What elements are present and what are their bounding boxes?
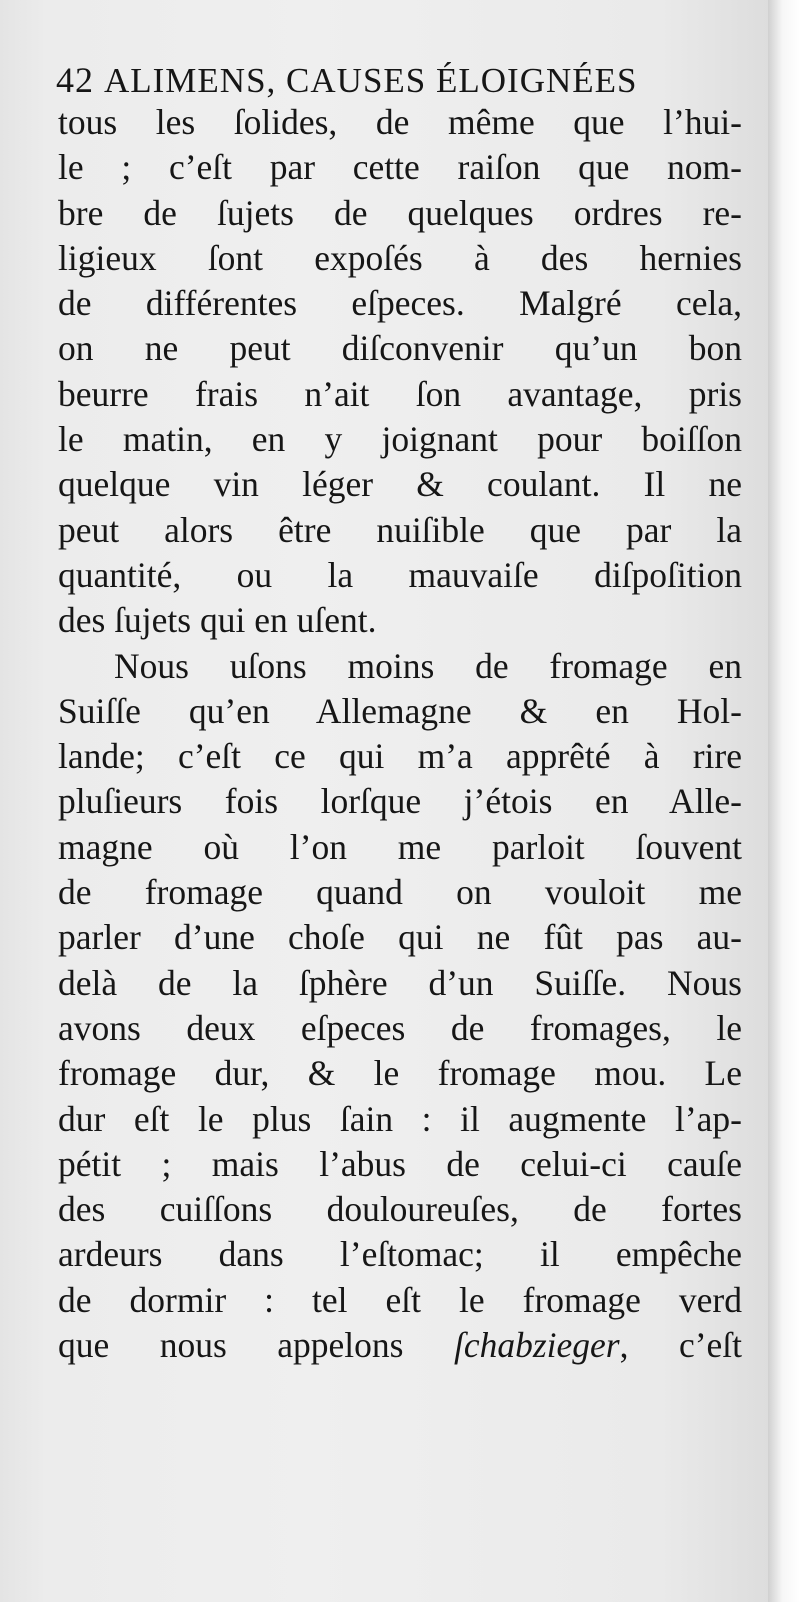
text-line: des cuiſſons douloureuſes, de fortes <box>58 1189 742 1230</box>
text-line: beurre frais n’ait ſon avantage, pris <box>58 373 742 414</box>
text-line: de fromage quand on vouloit me <box>58 872 742 913</box>
paragraph-start-line: Nous uſons moins de fromage en <box>114 645 742 686</box>
text-line: avons deux eſpeces de fromages, le <box>58 1007 742 1048</box>
text-line: quelque vin léger & coulant. Il ne <box>58 464 742 505</box>
final-text-line <box>58 1323 742 1368</box>
page-gutter <box>768 0 800 1602</box>
text-line: fromage dur, & le fromage mou. Le <box>58 1053 742 1094</box>
text-line: on ne peut diſconvenir qu’un bon <box>58 328 742 369</box>
text-line: delà de la ſphère d’un Suiſſe. Nous <box>58 962 742 1003</box>
paragraph-end-line: des ſujets qui en uſent. <box>58 600 377 641</box>
text-line: de dormir : tel eſt le fromage verd <box>58 1279 742 1320</box>
final-line-start: que nous appelons <box>58 1325 454 1366</box>
body-text <box>58 100 742 1368</box>
running-title: ALIMENS, CAUSES ÉLOIGNÉES <box>104 61 638 100</box>
final-line-end: , c’eſt <box>619 1325 743 1366</box>
text-line: peut alors être nuiſible que par la <box>58 509 742 550</box>
text-line: le matin, en y joignant pour boiſſon <box>58 419 742 460</box>
text-line: de différentes eſpeces. Malgré cela, <box>58 283 742 324</box>
text-line: parler d’une choſe qui ne fût pas au- <box>58 917 742 958</box>
text-line: pluſieurs fois lorſque j’étois en Alle- <box>58 781 742 822</box>
text-line: tous les ſolides, de même que l’hui- <box>58 102 742 142</box>
text-line: lande; c’eſt ce qui m’a apprêté à rire <box>58 736 742 777</box>
text-line: dur eſt le plus ſain : il augmente l’ap- <box>58 1098 742 1139</box>
italic-term: ſchabzieger <box>453 1325 620 1366</box>
text-line: magne où l’on me parloit ſouvent <box>58 826 742 867</box>
text-line: le ; c’eſt par cette raiſon que nom- <box>58 147 742 188</box>
text-line: pétit ; mais l’abus de celui-ci cauſe <box>58 1143 742 1184</box>
page-number: 42 <box>56 60 94 100</box>
text-line: Suiſſe qu’en Allemagne & en Hol- <box>58 690 742 731</box>
text-line: bre de ſujets de quelques ordres re- <box>58 192 742 233</box>
text-line: quantité, ou la mauvaiſe diſpoſition <box>58 554 742 595</box>
text-line: ligieux ſont expoſés à des hernies <box>58 237 742 278</box>
page-header <box>56 58 696 103</box>
text-line: ardeurs dans l’eſtomac; il empêche <box>58 1234 742 1275</box>
